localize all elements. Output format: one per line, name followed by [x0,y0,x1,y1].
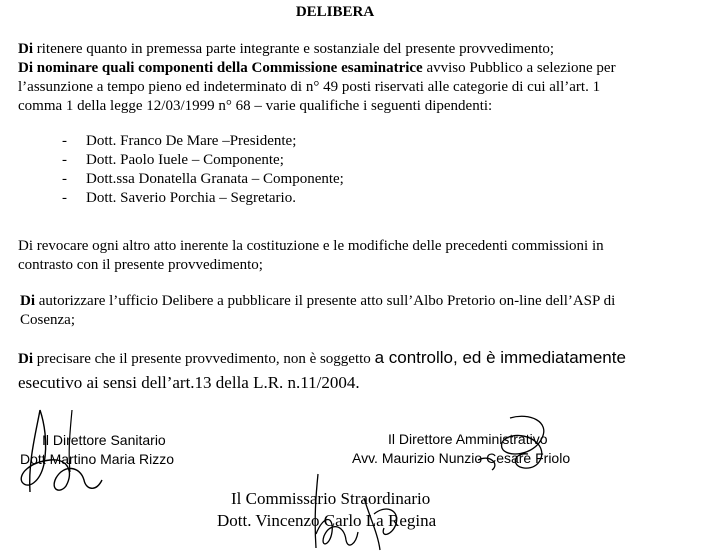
list-item [62,189,296,208]
paragraph-text: avviso Pubblico a selezione per [422,60,616,76]
paragraph-lead: Di nominare quali componenti della Commissione esaminatrice [18,60,423,76]
signature-role-amministrativo: Il Direttore Amministrativo [388,431,548,447]
paragraph-premessa [18,40,685,59]
document-title: DELIBERA [295,4,375,20]
paragraph-lead: Di [20,293,35,309]
paragraph-line: contrasto con il presente provvedimento; [18,257,263,273]
list-bullet: - [62,171,67,187]
paragraph-nomina [18,59,685,116]
member-name: Dott. Franco De Mare –Presidente; [86,133,297,149]
paragraph-line: Cosenza; [20,312,75,328]
list-bullet: - [62,152,67,168]
list-bullet: - [62,133,67,149]
paragraph-lead: Di [18,41,33,57]
paragraph-text: ritenere quanto in premessa parte integrante e sostanziale del presente provvedimento; [33,41,555,57]
paragraph-line: Di revocare ogni altro atto inerente la costituzione e le modifiche delle precedenti commissioni in [18,238,604,254]
paragraph-line [18,59,685,78]
paragraph-lead: Di [18,351,33,367]
list-item [62,151,284,170]
paragraph-precisa [18,346,685,395]
signature-name-sanitario: Dott Martino Maria Rizzo [20,451,175,467]
paragraph-line: l’assunzione a tempo pieno ed indeterminato di n° 49 posti riservati alle categorie di cui all’art. 1 [18,79,601,95]
paragraph-line [20,292,685,311]
member-name: Dott. Paolo Iuele – Componente; [86,152,284,168]
paragraph-text-large: a controllo, ed è immediatamente [374,348,626,367]
member-name: Dott. Saverio Porchia – Segretario. [86,190,296,206]
paragraph-autorizza [20,292,685,330]
list-bullet: - [62,190,67,206]
signature-role-commissario: Il Commissario Straordinario [231,489,431,508]
signature-role-sanitario: Il Direttore Sanitario [42,432,166,448]
paragraph-text: autorizzare l’ufficio Delibere a pubblicare il presente atto sull’Albo Pretorio on-line dell’ASP di [35,293,616,309]
list-item [62,170,344,189]
paragraph-line: esecutivo ai sensi dell’art.13 della L.R. n.11/2004. [18,373,360,392]
signature-name-commissario: Dott. Vincenzo Carlo La Regina [217,511,437,530]
member-name: Dott.ssa Donatella Granata – Componente; [86,171,344,187]
paragraph-line: comma 1 della legge 12/03/1999 n° 68 – varie qualifiche i seguenti dipendenti: [18,98,493,114]
paragraph-revoca [18,237,685,275]
paragraph-text: precisare che il presente provvedimento, non è soggetto [33,351,375,367]
signature-name-amministrativo: Avv. Maurizio Nunzio Cesare Friolo [352,450,571,466]
paragraph-line [18,346,685,371]
list-item [62,132,296,151]
